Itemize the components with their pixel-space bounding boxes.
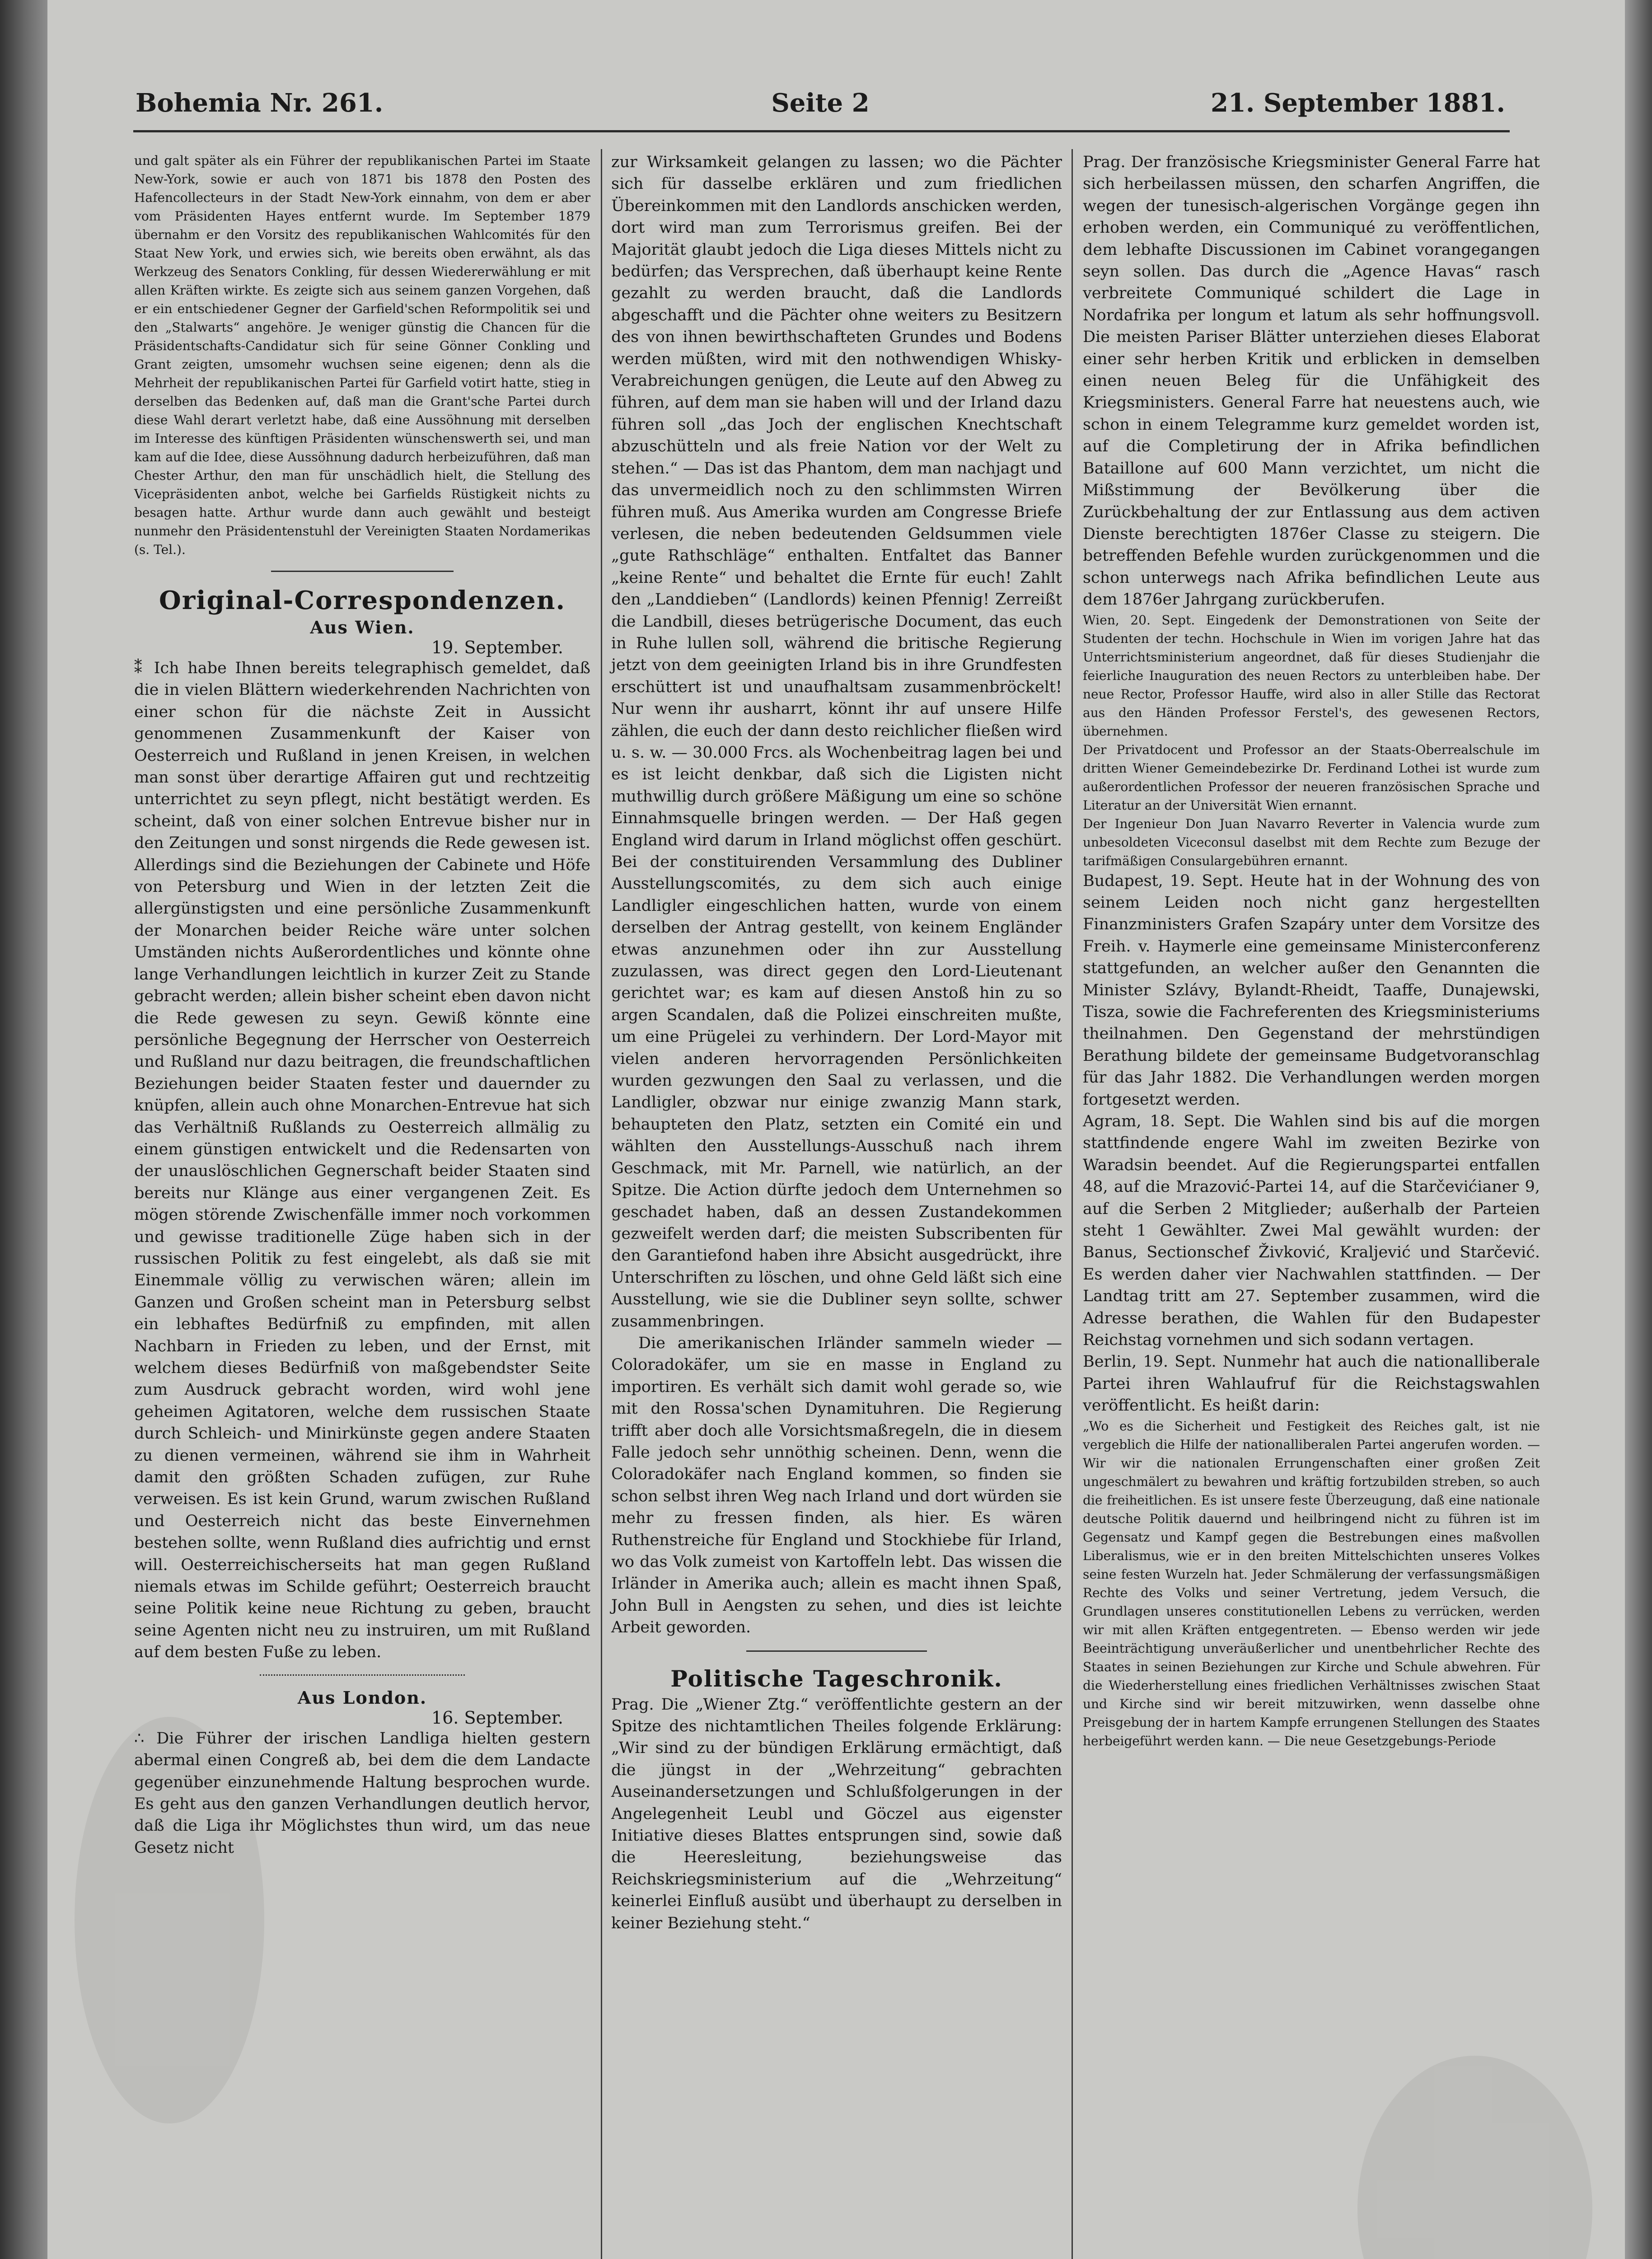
scan-border-right (1625, 0, 1652, 2259)
article-text: Der Ingenieur Don Juan Navarro Reverter in Valencia wurde zum unbesoldeten Viceconsul daselbst mit dem Rechte zum Bezuge der tarifmäßigen Consulargebühren ernannt. (1083, 816, 1540, 868)
article-text: ∴ Die Führer der irischen Landliga hielten gestern abermal einen Congreß ab, bei dem die dem Landacte gegenüber einzunehmende Haltung besprochen wurde. Es geht aus den ganzen Verhandlungen deutlich hervor, daß die Liga ihr Möglichstes thun wird, um das neue Gesetz nicht (134, 1729, 590, 1857)
column-divider (1072, 149, 1073, 2259)
article-text: und galt später als ein Führer der republikanischen Partei im Staate New-York, sowie er auch von 1871 bis 1878 den Posten des Hafencollecteurs in der Stadt New-York einnahm, von dem er aber vom Präsidenten Hayes entfernt wurde. Im September 1879 übernahm er den Vorsitz des republikanischen Wahlcomités für den Staat New York, und erwies sich, wie bereits oben erwähnt, als das Werkzeug des Senators Conkling, für dessen Wiedererwählung er mit allen Kräften wirkte. Es zeigte sich aus seinem ganzen Vorgehen, daß er ein entschiedener Gegner der Garfield'schen Reformpolitik sei und den „Stalwarts“ angehöre. Je weniger günstig die Chancen für die Präsidentschafts-Candidatur sich für seine Gönner Conkling und Grant zeigten, umsomehr wuchsen seine eigenen; denn als die Mehrheit der republikanischen Partei für Garfield votirt hatte, stieg in derselben das Bedenken auf, daß man die Grant'sche Partei durch diese Wahl derart verletzt habe, daß eine Aussöhnung mit derselben im Interesse des künftigen Präsidenten wünschenswerth sei, und man kam auf die Idee, diese Aussöhnung dadurch herbeizuführen, daß man Chester Arthur, den man für unschädlich hielt, die Stellung des Vicepräsidenten anbot, welche bei Garfields Rüstigkeit nichts zu besagen hatte. Arthur wurde dann auch gewählt und besteigt nunmehr den Präsidentenstuhl der Vereinigten Staaten Nordamerikas (s. Tel.). (134, 153, 590, 557)
scan-border-left (0, 0, 47, 2259)
article-text: Berlin, 19. Sept. Nunmehr hat auch die nationalliberale Partei ihren Wahlaufruf für die Reichstagswahlen veröffentlicht. Es heißt darin: (1083, 1353, 1540, 1415)
article-text: Prag. Die „Wiener Ztg.“ veröffentlichte gestern an der Spitze des nichtamtlichen Theiles folgende Erklärung: „Wir sind zu der bündigen Erklärung ermächtigt, daß die jüngst in der „Wehrzeitung“ gebrachten Auseinandersetzungen und Schlußfolgerungen in der Angelegenheit Leubl und Göczel aus eigenster Initiative dieses Blattes entsprungen sind, sowie daß die Heeresleitung, beziehungsweise das Reichskriegsministerium auf die „Wehrzeitung“ keinerlei Einfluß ausübt und überhaupt zu derselben in keiner Beziehung steht.“ (611, 1695, 1062, 1932)
issue-number: Bohemia Nr. 261. (136, 88, 384, 118)
column-divider (601, 149, 602, 2259)
section-title: Politische Tageschronik. (670, 1665, 1003, 1692)
newspaper-page (47, 0, 1625, 2259)
article-text: Budapest, 19. Sept. Heute hat in der Wohnung des von seinem Leiden noch nicht ganz hergestellten Finanzministers Grafen Szapáry unter dem Vorsitze des Freih. v. Haymerle eine gemeinsame Ministerconferenz stattgefunden, an welcher außer den Genannten die Minister Szlávy, Bylandt-Rheidt, Taaffe, Dunajewski, Tisza, sowie die Fachreferenten des Kriegsministeriums theilnahmen. Den Gegenstand der mehrstündigen Berathung bildete der gemeinsame Budgetvoranschlag für das Jahr 1882. Die Verhandlungen werden morgen fortgesetzt werden. (1083, 872, 1540, 1109)
election-appeal (1083, 1417, 1540, 1750)
dispatch-heading: Aus Wien. (310, 617, 415, 637)
section-separator (746, 1650, 927, 1652)
article-text: Agram, 18. Sept. Die Wahlen sind bis auf die morgen stattfindende engere Wahl im zweiten Bezirke von Waradsin beendet. Auf die Regierungspartei entfallen 48, auf die Mrazović-Partei 14, auf die Starčevićianer 9, auf die Serben 2 Mitglieder; außerhalb der Parteien steht 1 Gewählter. Zwei Mal gewählt wurden: der Banus, Sectionschef Živković, Kraljević und Starčević. Es werden daher vier Nachwahlen stattfinden. — Der Landtag tritt am 27. September zusammen, wird die Adresse berathen, die Wahlen für den Budapester Reichstag vornehmen und sich sodann vertagen. (1083, 1112, 1540, 1350)
article-text: Die amerikanischen Irländer sammeln wieder — Coloradokäfer, um sie en masse in England zu importiren. Es verhält sich damit wohl gerade so, wie mit den Rossa'schen Dynamituhren. Die Regierung trifft aber doch alle Vorsichtsmaßregeln, die in diesem Falle jedoch sehr unnöthig scheinen. Denn, wenn die Coloradokäfer nach England kommen, so finden sie schon selbst ihren Weg nach Irland und dort würden sie mehr zu fressen finden, als hier. Es wären Ruthenstreiche für England und Stockhiebe für Irland, wo das Volk zumeist von Kartoffeln lebt. Das wissen die Irländer in Amerika auch; allein es macht ihnen Spaß, John Bull in Aengsten zu sehen, und dies ist leichte Arbeit geworden. (611, 1334, 1062, 1637)
column-2 (611, 151, 1062, 1934)
dispatch-heading: Aus London. (297, 1687, 427, 1708)
section-separator (260, 1674, 465, 1676)
page-header (136, 88, 1505, 124)
paper-stain (1357, 2056, 1592, 2259)
column-1 (134, 151, 590, 1859)
article-text: ⁑ Ich habe Ihnen bereits telegraphisch gemeldet, daß die in vielen Blättern wiederkehrenden Nachrichten von einer schon für die nächste Zeit in Aussicht genommenen Zusammenkunft der Kaiser von Oesterreich und Rußland in jenen Kreisen, in welchen man sonst über derartige Affairen gut und rechtzeitig unterrichtet zu seyn pflegt, nicht bestätigt werden. Es scheint, daß von einer solchen Entrevue bisher nur in den Zeitungen und sonst nirgends die Rede gewesen ist. Allerdings sind die Beziehungen der Cabinete und Höfe von Petersburg und Wien in der letzten Zeit die allergünstigsten und eine persönliche Zusammenkunft der Monarchen beider Reiche wäre unter solchen Umständen nichts Außerordentliches und könnte ohne lange Verhandlungen leichtlich in kurzer Zeit zu Stande gebracht werden; allein bisher scheint eben davon nicht die Rede gewesen zu seyn. Gewiß könnte eine persönliche Begegnung der Herrscher von Oesterreich und Rußland nur dazu beitragen, die freundschaftlichen Beziehungen beider Staaten fester und dauernder zu knüpfen, allein auch ohne Monarchen-Entrevue hat sich das Verhältniß Rußlands zu Oesterreich allmälig zu einem günstigen entwickelt und die Redensarten von der unauslöschlichen Gegnerschaft beider Staaten sind bereits nur Klänge aus einer vergangenen Zeit. Es mögen störende Zwischenfälle immer noch vorkommen und gewisse traditionelle Züge haben sich in der russischen Politik zu fest eingelebt, als daß sie mit Einemmale völlig zu verwischen wären; allein im Ganzen und Großen scheint man in Petersburg selbst ein lebhaftes Bedürfniß zu empfinden, mit allen Nachbarn in Frieden zu leben, und der Ernst, mit welchem dieses Bedürfniß von maßgebendster Seite zum Ausdruck gebracht worden, wird wohl jene geheimen Agitatoren, welche dem russischen Staate durch Schleich- und Minirkünste gegen andere Staaten zu dienen vermeinen, während sie ihm in Wahrheit damit den größten Schaden zufügen, zur Ruhe verweisen. Es ist kein Grund, warum zwischen Rußland und Oesterreich nicht das beste Einvernehmen bestehen sollte, wenn Rußland dies aufrichtig und ernst will. Oesterreichischerseits hat man gegen Rußland niemals etwas im Schilde geführt; Oesterreich braucht seine Politik keine neue Richtung zu geben, braucht seine Agenten nicht neu zu instruiren, um mit Rußland auf dem besten Fuße zu leben. (134, 659, 590, 1662)
dispatch-date: 19. September. (431, 637, 563, 657)
section-separator (271, 571, 454, 572)
header-rule (133, 130, 1510, 132)
dispatch-date: 16. September. (431, 1707, 563, 1728)
section-title: Original-Correspondenzen. (159, 586, 566, 615)
article-text: zur Wirksamkeit gelangen zu lassen; wo die Pächter sich für dasselbe erklären und zum friedlichen Übereinkommen mit den Landlords anschicken werden, dort wird man zum Terrorismus greifen. Bei der Majorität glaubt jedoch die Liga dieses Mittels nicht zu bedürfen; das Versprechen, daß überhaupt keine Rente gezahlt zu werden braucht, daß die Landlords abgeschafft und die Pächter ohne weiters zu Besitzern des von ihnen bewirthschafteten Grundes und Bodens werden müßten, wird mit den nothwendigen Whisky-Verabreichungen genügen, die Leute auf den Abweg zu führen, auf dem man sie haben will und der Irland dazu führen soll „das Joch der englischen Knechtschaft abzuschütteln und als freie Nation vor der Welt zu stehen.“ — Das ist das Phantom, dem man nachjagt und das unvermeidlich noch zu den schlimmsten Wirren führen muß. Aus Amerika wurden am Congresse Briefe verlesen, die neben bedeutenden Geldsummen viele „gute Rathschläge“ enthalten. Entfaltet das Banner „keine Rente“ und behaltet die Ernte für euch! Zahlt den „Landdieben“ (Landlords) keinen Pfennig! Zerreißt die Landbill, dieses betrügerische Document, das euch in Ruhe lullen soll, während die britische Regierung jetzt von dem geeinigten Irland bis in ihre Grundfesten erschüttert ist und unaufhaltsam zusammenbröckelt! Nur wenn ihr ausharrt, könnt ihr auf unsere Hilfe zählen, die euch der dann desto reichlicher fließen wird u. s. w. — 30.000 Frcs. als Wochenbeitrag lagen bei und es ist leicht denkbar, daß sich die Ligisten nicht muthwillig durch größere Mäßigung um eine so schöne Einnahmsquelle bringen werden. — Der Haß gegen England wird darum in Irland möglichst offen geschürt. Bei der constituirenden Versammlung des Dubliner Ausstellungscomités, zu dem sich auch einige Landligler eingeschlichen hatten, wurde von einem derselben der Antrag gestellt, von keinem Engländer etwas anzunehmen oder ihn zur Ausstellung zuzulassen, was direct gegen den Lord-Lieutenant gerichtet war; es kam auf diesen Anstoß hin zu so argen Scandalen, daß die Polizei einschreiten mußte, um eine Prügelei zu verhindern. Der Lord-Mayor mit vielen anderen hervorragenden Persönlichkeiten wurden gezwungen den Saal zu verlassen, und die Landligler, obzwar nur einige zwanzig Mann stark, behaupteten den Platz, setzten ein Comité ein und wählten den Ausstellungs-Ausschuß nach ihrem Geschmack, mit Mr. Parnell, wie natürlich, an der Spitze. Die Action dürfte jedoch dem Unternehmen so geschadet haben, daß an dessen Zustandekommen gezweifelt werden darf; die meisten Subscribenten für den Garantiefond haben ihre Absicht ausgedrückt, ihre Unterschriften zu löschen, und ohne Geld läßt sich eine Ausstellung, wie sie die Dubliner seyn sollte, schwer zusammenbringen. (611, 153, 1062, 1331)
issue-date: 21. September 1881. (1210, 88, 1505, 118)
article-text: „Wo es die Sicherheit und Festigkeit des Reiches galt, ist nie vergeblich die Hilfe der nationalliberalen Partei angerufen worden. — Wir wir die nationalen Errungenschaften einer großen Zeit ungeschmälert zu bewahren und kräftig fortzubilden streben, so auch die freiheitlichen. Es ist unsere feste Überzeugung, daß eine nationale deutsche Politik dauernd und heilbringend nicht zu führen ist im Gegensatz und Kampf gegen die Bestrebungen eines maßvollen Liberalismus, wie er in den breiten Mittelschichten unseres Volkes seine festen Wurzeln hat. Jeder Schmälerung der verfassungsmäßigen Rechte des Volks und seiner Vertretung, jedem Versuch, die Grundlagen unseres constitutionellen Lebens zu verrücken, werden wir mit allen Kräften entgegentreten. — Ebenso werden wir jede Beeinträchtigung unveräußerlicher und unentbehrlicher Rechte des Staates in seinen Beziehungen zur Kirche und Schule abwehren. Für die Wiederherstellung eines friedlichen Verhältnisses zwischen Staat und Kirche sind wir bereit mitzuwirken, wenn dasselbe ohne Preisgebung der in hartem Kampfe errungenen Stellungen des Staates herbeigeführt werden kann. — Die neue Gesetzgebungs-Periode (1083, 1418, 1540, 1748)
arthur-article-end (134, 151, 590, 559)
page-number: Seite 2 (771, 88, 870, 118)
article-text: Wien, 20. Sept. Eingedenk der Demonstrationen von Seite der Studenten der techn. Hochschule in Wien im vorigen Jahre hat das Unterrichtsministerium angeordnet, daß für dieses Studienjahr die feierliche Inauguration des neuen Rectors zu unterbleiben habe. Der neue Rector, Professor Hauffe, wird also in aller Stille das Rectorat aus den Händen Professor Ferstel's, des gewesenen Rectors, übernehmen. (1083, 612, 1540, 739)
vienna-notices (1083, 611, 1540, 870)
article-text: Prag. Der französische Kriegsminister General Farre hat sich herbeilassen müssen, den scharfen Angriffen, die wegen der tunesisch-algerischen Vorgänge gegen ihn erhoben werden, ein Communiqué zu veröffentlichen, dem lebhafte Discussionen im Cabinet vorangegangen seyn sollen. Das durch die „Agence Havas“ rasch verbreitete Communiqué schildert die Lage in Nordafrika per longum et latum als sehr hoffnungsvoll. Die meisten Pariser Blätter unterziehen dieses Elaborat einer sehr herben Kritik und erblicken in demselben einen neuen Beleg für die Unfähigkeit des Kriegsministers. General Farre hat neuestens auch, wie schon in einem Telegramme kurz gemeldet worden ist, auf die Completirung der in Afrika befindlichen Bataillone auf 600 Mann verzichtet, um nicht die Mißstimmung der Bevölkerung über die Zurückbehaltung der zur Entlassung aus dem activen Dienste berechtigten 1876er Classe zu steigern. Die betreffenden Befehle wurden zurückgenommen und die schon unterwegs nach Afrika befindlichen Leute aus dem 1876er Jahrgang zurückberufen. (1083, 153, 1540, 609)
article-text: Der Privatdocent und Professor an der Staats-Oberrealschule im dritten Wiener Gemeindebezirke Dr. Ferdinand Lothei ist wurde zum außerordentlichen Professor der neueren französischen Sprache und Literatur an der Universität Wien ernannt. (1083, 742, 1540, 813)
column-3 (1083, 151, 1540, 1750)
